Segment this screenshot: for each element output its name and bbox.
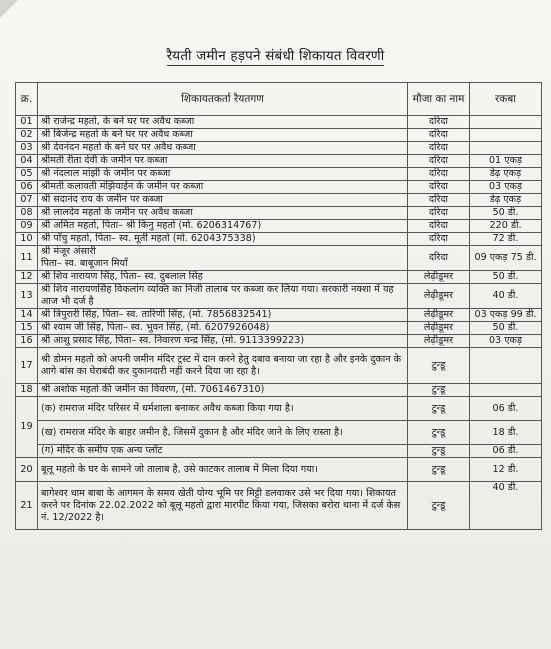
village-cell: लेढ़ीडूमर	[408, 322, 470, 335]
area-cell	[470, 142, 542, 155]
serial-cell: 21	[16, 482, 38, 530]
village-cell: टुन्डू	[408, 421, 470, 445]
village-cell: दरिदा	[408, 220, 470, 233]
detail-cell: बूलू महतो के घर के सामने जो तालाब है, उसे काटकर तालाब में मिला दिया गया।	[38, 458, 408, 482]
village-cell: दरिदा	[408, 116, 470, 129]
area-cell: 09 एकड़ 75 डी.	[470, 246, 542, 271]
table-row	[16, 482, 542, 530]
area-cell: 40 डी.	[470, 482, 542, 530]
detail-cell: बागेश्वर धाम बाबा के आगमन के समय खेती योग्य भूमि पर मिट्टी डलवाकर उसे भर दिया गया। शिकायत करने पर दिनांक 22.02.2022 को बूलू महतो द्वारा मारपीट किया गया, जिसका बरोरा थाना में दर्ज केस नं. 12/2022 है।	[38, 482, 408, 530]
area-cell: 03 एकड़ 99 डी.	[470, 309, 542, 322]
detail-cell: श्री शिव नारायणसिंह विकलांग व्यक्ति का निजी तालाब पर कब्जा कर लिया गया। सरकारी नक्शा में यह आज भी दर्ज है	[38, 284, 408, 309]
detail-cell: श्री मंजूर अंसारी पिता– स्व. बाबूजान मियाँ	[38, 246, 408, 271]
village-cell: लेढ़ीडूमर	[408, 284, 470, 309]
table-row	[16, 284, 542, 309]
table-row	[16, 397, 542, 421]
village-cell: दरिदा	[408, 168, 470, 181]
table-row	[16, 116, 542, 129]
serial-cell: 12	[16, 271, 38, 284]
area-cell: 40 डी.	[470, 284, 542, 309]
header-serial: क्र.	[16, 83, 38, 116]
detail-cell: श्री देवनंदन महतो के बने घर पर अवैध कब्जा	[38, 142, 408, 155]
serial-cell: 17	[16, 348, 38, 384]
serial-cell: 16	[16, 335, 38, 348]
village-cell: दरिदा	[408, 142, 470, 155]
area-cell	[470, 384, 542, 397]
village-cell: दरिदा	[408, 207, 470, 220]
detail-cell: श्री शिव नारायण सिंह, पिता– स्व. दुबलाल सिंह	[38, 271, 408, 284]
detail-cell: श्री आशु प्रसाद सिंह, पिता– स्व. निवारण चन्द्र सिंह, (मो. 9113399223)	[38, 335, 408, 348]
table-row	[16, 233, 542, 246]
area-cell: 03 एकड़	[470, 335, 542, 348]
table-row	[16, 155, 542, 168]
table-row	[16, 421, 542, 445]
table-row	[16, 322, 542, 335]
table-row	[16, 181, 542, 194]
village-cell: दरिदा	[408, 129, 470, 142]
table-row	[16, 348, 542, 384]
village-cell: टुन्डू	[408, 348, 470, 384]
area-cell	[470, 348, 542, 384]
area-cell	[470, 129, 542, 142]
detail-cell: श्री बिजेन्द्र महतो के बने घर पर अवैध कब्जा	[38, 129, 408, 142]
serial-cell: 01	[16, 116, 38, 129]
area-cell: 06 डी.	[470, 445, 542, 458]
document-title: रैयती जमीन हड़पने संबंधी शिकायत विवरणी	[166, 48, 385, 64]
table-row	[16, 246, 542, 271]
detail-cell: श्री त्रिपुरारी सिंह, पिता– स्व. तारिणी सिंह, (मो. 7856832541)	[38, 309, 408, 322]
village-cell: टुन्डू	[408, 397, 470, 421]
serial-cell: 05	[16, 168, 38, 181]
area-cell: डेढ़ एकड़	[470, 168, 542, 181]
village-cell: टुन्डू	[408, 445, 470, 458]
table-row	[16, 445, 542, 458]
area-cell: 01 एकड़	[470, 155, 542, 168]
table-header-row	[16, 83, 542, 116]
area-cell: डेढ़ एकड़	[470, 194, 542, 207]
serial-cell: 14	[16, 309, 38, 322]
detail-cell: श्री अशोक महतो की जमीन का विवरण, (मो. 7061467310)	[38, 384, 408, 397]
detail-cell: श्री सदानंद राय के जमीन पर कब्जा	[38, 194, 408, 207]
village-cell: दरिदा	[408, 155, 470, 168]
serial-cell: 02	[16, 129, 38, 142]
area-cell: 12 डी.	[470, 458, 542, 482]
village-cell: दरिदा	[408, 246, 470, 271]
serial-cell: 06	[16, 181, 38, 194]
detail-cell: श्रीमती रीता देवी के जमीन पर कब्जा	[38, 155, 408, 168]
table-row	[16, 142, 542, 155]
serial-cell: 11	[16, 246, 38, 271]
detail-cell: (क) रामराज मंदिर परिसर में धर्मशाला बनाकर अवैध कब्जा किया गया है।	[38, 397, 408, 421]
serial-cell: 09	[16, 220, 38, 233]
area-cell: 220 डी.	[470, 220, 542, 233]
serial-cell: 15	[16, 322, 38, 335]
village-cell: टुन्डू	[408, 384, 470, 397]
village-cell: दरिदा	[408, 233, 470, 246]
detail-cell: (ख) रामराज मंदिर के बाहर जमीन है, जिसमें दुकान है और मंदिर जाने के लिए रास्ता है।	[38, 421, 408, 445]
area-cell: 50 डी.	[470, 322, 542, 335]
serial-cell: 18	[16, 384, 38, 397]
detail-cell: श्री लालदेव महतो के जमीन पर अवैध कब्जा	[38, 207, 408, 220]
village-cell: लेढ़ीडूमर	[408, 271, 470, 284]
header-complainant: शिकायतकर्ता रैयतगण	[38, 83, 408, 116]
table-row	[16, 335, 542, 348]
serial-cell: 10	[16, 233, 38, 246]
detail-cell: श्रीमती कलावती मंझियाईन के जमीन पर कब्जा	[38, 181, 408, 194]
table-row	[16, 384, 542, 397]
village-cell: लेढ़ीडूमर	[408, 335, 470, 348]
village-cell: टुन्डू	[408, 482, 470, 530]
village-cell: लेढ़ीडूमर	[408, 309, 470, 322]
table-row	[16, 220, 542, 233]
table-row	[16, 458, 542, 482]
table-row	[16, 309, 542, 322]
area-cell: 72 डी.	[470, 233, 542, 246]
detail-cell: श्री श्याम जी सिंह, पिता– स्व. भुवन सिंह, (मो. 6207926048)	[38, 322, 408, 335]
serial-cell: 13	[16, 284, 38, 309]
area-cell: 18 डी.	[470, 421, 542, 445]
area-cell: 50 डी.	[470, 207, 542, 220]
area-cell: 50 डी.	[470, 271, 542, 284]
table-row	[16, 271, 542, 284]
serial-cell: 07	[16, 194, 38, 207]
detail-cell: श्री डोमन महतो को अपनी जमीन मंदिर ट्रस्ट में दान करने हेतु दबाव बनाया जा रहा है और इनके दुकान के आगे बांस का घेराबंदी कर दुकानदारी नहीं करने दिया जा रहा है।	[38, 348, 408, 384]
serial-cell: 03	[16, 142, 38, 155]
village-cell: दरिदा	[408, 181, 470, 194]
area-cell: 06 डी.	[470, 397, 542, 421]
serial-cell: 19	[16, 397, 38, 458]
detail-cell: (ग) मंदिर के समीप एक अन्य प्लॉट	[38, 445, 408, 458]
serial-cell: 08	[16, 207, 38, 220]
page-fold-corner	[0, 0, 18, 18]
area-cell: 03 एकड़	[470, 181, 542, 194]
header-area: रकबा	[470, 83, 542, 116]
detail-cell: श्री राजेन्द्र महतो, के बने घर पर अवैध कब्जा	[38, 116, 408, 129]
header-village: मौजा का नाम	[408, 83, 470, 116]
table-row	[16, 194, 542, 207]
detail-cell: श्री नंदलाल मांझी के जमीन पर कब्जा	[38, 168, 408, 181]
serial-cell: 04	[16, 155, 38, 168]
complaint-table	[15, 82, 542, 530]
village-cell: दरिदा	[408, 194, 470, 207]
detail-cell: श्री अमित महतो, पिता– श्री किनु महतो (मो. 6206314767)	[38, 220, 408, 233]
table-row	[16, 129, 542, 142]
detail-cell: श्री पाँचु महतो, पिता– स्व. मूर्ती महतो (मो. 6204375338)	[38, 233, 408, 246]
table-row	[16, 168, 542, 181]
serial-cell: 20	[16, 458, 38, 482]
village-cell: टुन्डू	[408, 458, 470, 482]
area-cell	[470, 116, 542, 129]
table-row	[16, 207, 542, 220]
